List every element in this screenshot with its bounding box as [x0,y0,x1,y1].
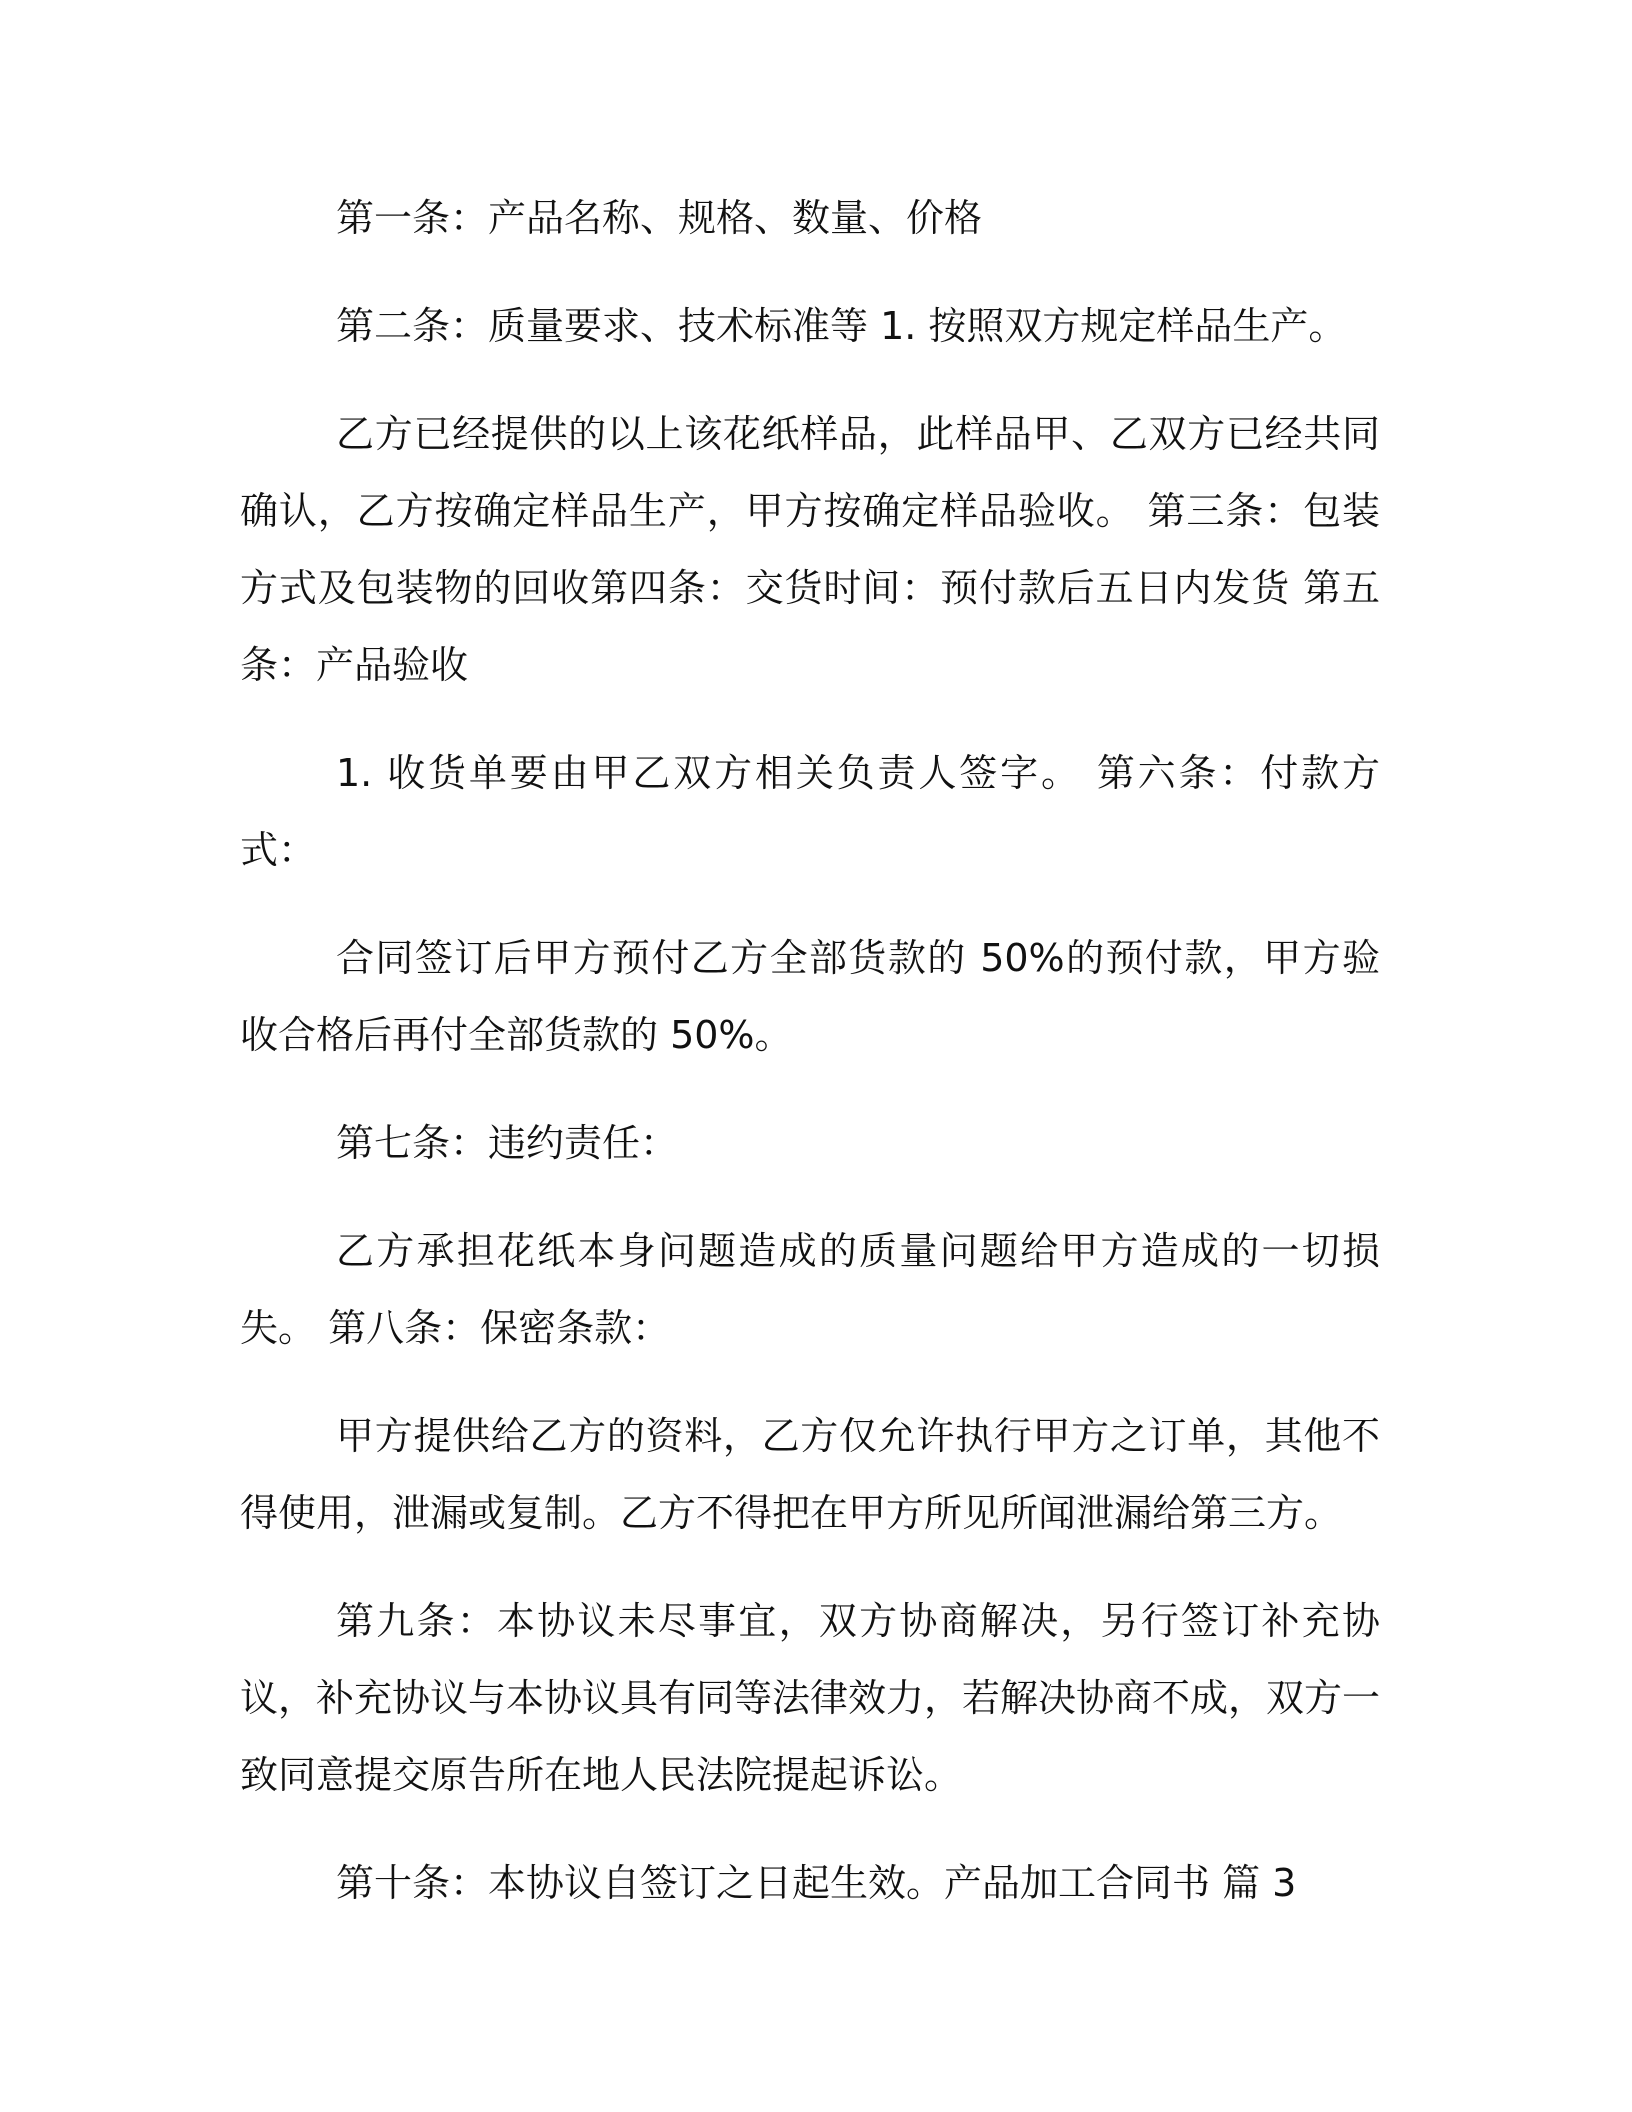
document-body [240,180,1380,1953]
article-10-paragraph: 第十条：本协议自签订之日起生效。产品加工合同书 篇 3 [336,1861,1297,1905]
liability-paragraph: 乙方承担花纸本身问题造成的质量问题给甲方造成的一切损失。 第八条：保密条款： [240,1229,1380,1350]
confidentiality-paragraph: 甲方提供给乙方的资料，乙方仅允许执行甲方之订单，其他不得使用，泄漏或复制。乙方不得把在甲方所见所闻泄漏给第三方。 [240,1414,1380,1535]
receipt-signature-paragraph: 1. 收货单要由甲乙双方相关负责人签字。 第六条：付款方式： [240,751,1380,872]
article-1-paragraph: 第一条：产品名称、规格、数量、价格 [336,196,983,240]
payment-terms-paragraph: 合同签订后甲方预付乙方全部货款的 50%的预付款，甲方验收合格后再付全部货款的 50%。 [240,936,1380,1057]
sample-confirmation-paragraph: 乙方已经提供的以上该花纸样品，此样品甲、乙双方已经共同确认，乙方按确定样品生产，甲方按确定样品验收。 第三条：包装方式及包装物的回收第四条：交货时间：预付款后五日内发货 第五条：产品验收 [240,412,1380,687]
article-7-paragraph: 第七条：违约责任： [336,1121,679,1165]
article-9-paragraph: 第九条：本协议未尽事宜，双方协商解决，另行签订补充协议，补充协议与本协议具有同等法律效力，若解决协商不成，双方一致同意提交原告所在地人民法院提起诉讼。 [240,1599,1381,1797]
article-2-paragraph: 第二条：质量要求、技术标准等 1. 按照双方规定样品生产。 [336,304,1347,348]
